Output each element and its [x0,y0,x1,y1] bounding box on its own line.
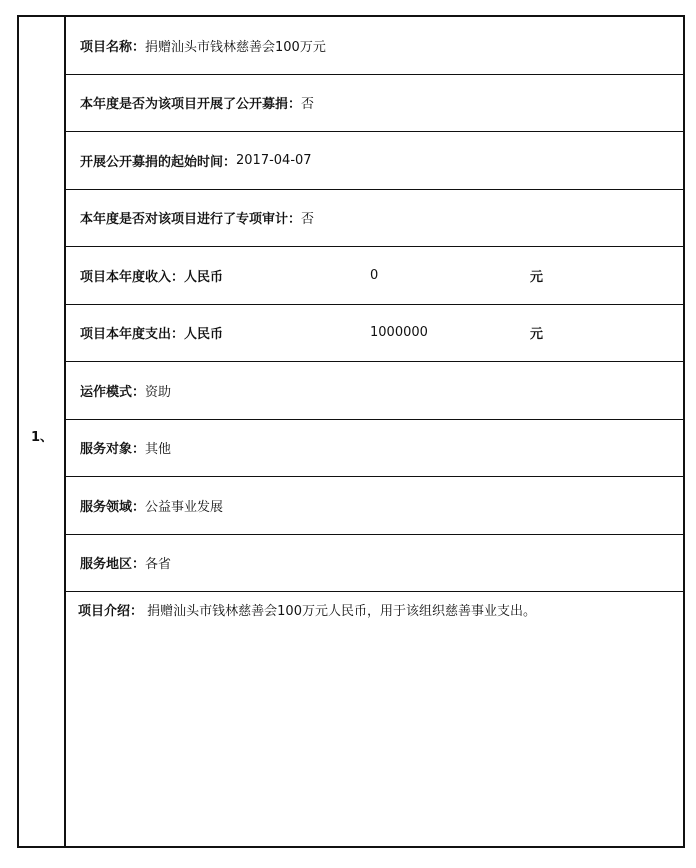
project-name-value: 捐赠汕头市钱林慈善会100万元 [145,39,326,55]
start-time-value: 2017-04-07 [236,152,312,168]
annual-expense-amount: 1000000 [370,325,428,341]
row-service-region [66,535,683,593]
project-name-label: 项目名称： [80,39,146,55]
row-start-time [66,132,683,190]
annual-income-label: 项目本年度收入：人民币 [80,269,224,285]
row-service-field [66,477,683,535]
special-audit-label: 本年度是否对该项目进行了专项审计： [80,212,302,228]
row-annual-expense [66,305,683,363]
service-region-value: 各省 [145,557,172,573]
row-public-fundraising [66,75,683,133]
public-fundraising-value: 否 [301,97,315,113]
project-rows [66,17,683,846]
annual-income-amount: 0 [370,267,379,283]
service-region-label: 服务地区： [80,557,146,573]
row-operation-mode [66,362,683,420]
project-index: 1、 [31,430,54,445]
project-intro-label: 项目介绍： [78,604,144,619]
service-field-value: 公益事业发展 [145,499,224,515]
service-field-label: 服务领域： [80,499,146,515]
operation-mode-value: 资助 [145,384,172,400]
service-target-value: 其他 [145,442,172,458]
project-intro-text: 捐赠汕头市钱林慈善会100万元人民币，用于该组织慈善事业支出。 [143,604,536,619]
start-time-label: 开展公开募捐的起始时间： [80,154,237,170]
annual-income-unit: 元 [530,269,544,285]
annual-expense-unit: 元 [530,327,544,343]
service-target-label: 服务对象： [80,442,146,458]
public-fundraising-label: 本年度是否为该项目开展了公开募捐： [80,97,302,113]
project-intro [66,592,683,619]
index-column [19,17,66,846]
row-project-name [66,17,683,75]
row-service-target [66,420,683,478]
row-special-audit [66,190,683,248]
special-audit-value: 否 [301,212,315,228]
row-annual-income [66,247,683,305]
project-table [17,15,685,848]
operation-mode-label: 运作模式： [80,384,146,400]
annual-expense-label: 项目本年度支出：人民币 [80,327,224,343]
